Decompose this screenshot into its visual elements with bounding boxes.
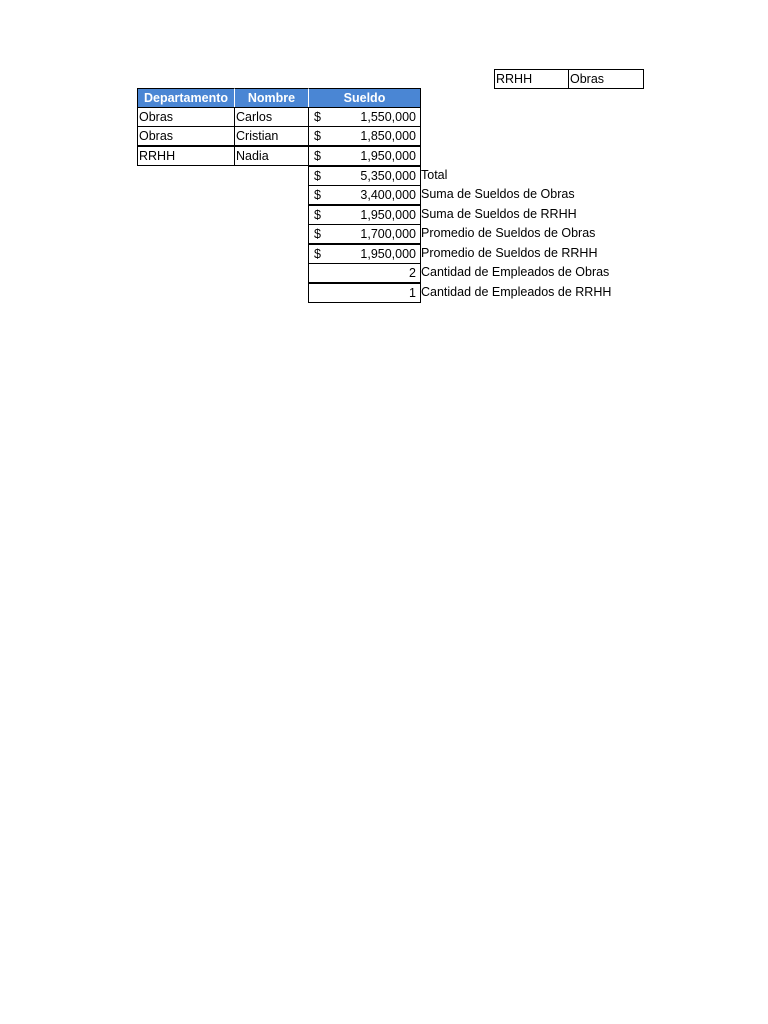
summary-promedio-obras-cell[interactable] [308,224,421,244]
sueldo-value: 1,950,000 [360,149,416,163]
table-row-1-sueldo[interactable] [308,107,421,127]
header-departamento-text: Departamento [143,91,229,105]
summary-value: 3,400,000 [360,188,416,202]
sueldo-value: 1,550,000 [360,110,416,124]
criteria-cell-rrhh[interactable] [494,69,569,89]
table-row-3-departamento[interactable] [137,146,235,166]
currency-symbol: $ [314,247,321,261]
cell-text: Carlos [236,110,273,124]
currency-symbol: $ [314,188,321,202]
summary-suma-rrhh-label: Suma de Sueldos de RRHH [421,207,577,221]
sueldo-value: 1,850,000 [360,129,416,143]
summary-value: 1,700,000 [360,227,416,241]
cell-text: Obras [139,129,174,143]
cell-text: Cristian [236,129,279,143]
table-row-1-nombre[interactable] [234,107,309,127]
summary-promedio-rrhh-label: Promedio de Sueldos de RRHH [421,246,598,260]
header-sueldo-text: Sueldo [343,91,386,105]
currency-symbol: $ [314,208,321,222]
summary-total-label: Total [421,168,448,182]
summary-value: 1 [409,286,416,300]
summary-cantidad-rrhh-label: Cantidad de Empleados de RRHH [421,285,612,299]
currency-symbol: $ [314,227,321,241]
summary-value: 5,350,000 [360,169,416,183]
currency-symbol: $ [314,129,321,143]
summary-cantidad-rrhh-cell[interactable] [308,283,421,303]
summary-suma-obras-label: Suma de Sueldos de Obras [421,187,575,201]
summary-value: 2 [409,266,416,280]
table-row-2-departamento[interactable] [137,126,235,146]
currency-symbol: $ [314,169,321,183]
table-row-2-nombre[interactable] [234,126,309,146]
criteria-obras-text: Obras [570,72,605,86]
table-row-1-departamento[interactable] [137,107,235,127]
currency-symbol: $ [314,110,321,124]
table-row-3-sueldo[interactable] [308,146,421,166]
summary-promedio-obras-label: Promedio de Sueldos de Obras [421,226,596,240]
summary-cantidad-obras-label: Cantidad de Empleados de Obras [421,265,610,279]
summary-value: 1,950,000 [360,208,416,222]
summary-cantidad-obras-cell[interactable] [308,263,421,283]
summary-promedio-rrhh-cell[interactable] [308,244,421,264]
header-nombre[interactable] [234,88,309,108]
cell-text: Nadia [236,149,269,163]
criteria-rrhh-text: RRHH [496,72,533,86]
table-row-2-sueldo[interactable] [308,126,421,146]
header-departamento[interactable] [137,88,235,108]
summary-suma-obras-cell[interactable] [308,185,421,205]
header-sueldo[interactable] [308,88,421,108]
cell-text: Obras [139,110,174,124]
summary-total-cell[interactable] [308,166,421,186]
table-row-3-nombre[interactable] [234,146,309,166]
currency-symbol: $ [314,149,321,163]
cell-text: RRHH [139,149,176,163]
summary-value: 1,950,000 [360,247,416,261]
header-nombre-text: Nombre [247,91,296,105]
summary-suma-rrhh-cell[interactable] [308,205,421,225]
criteria-cell-obras[interactable] [568,69,644,89]
